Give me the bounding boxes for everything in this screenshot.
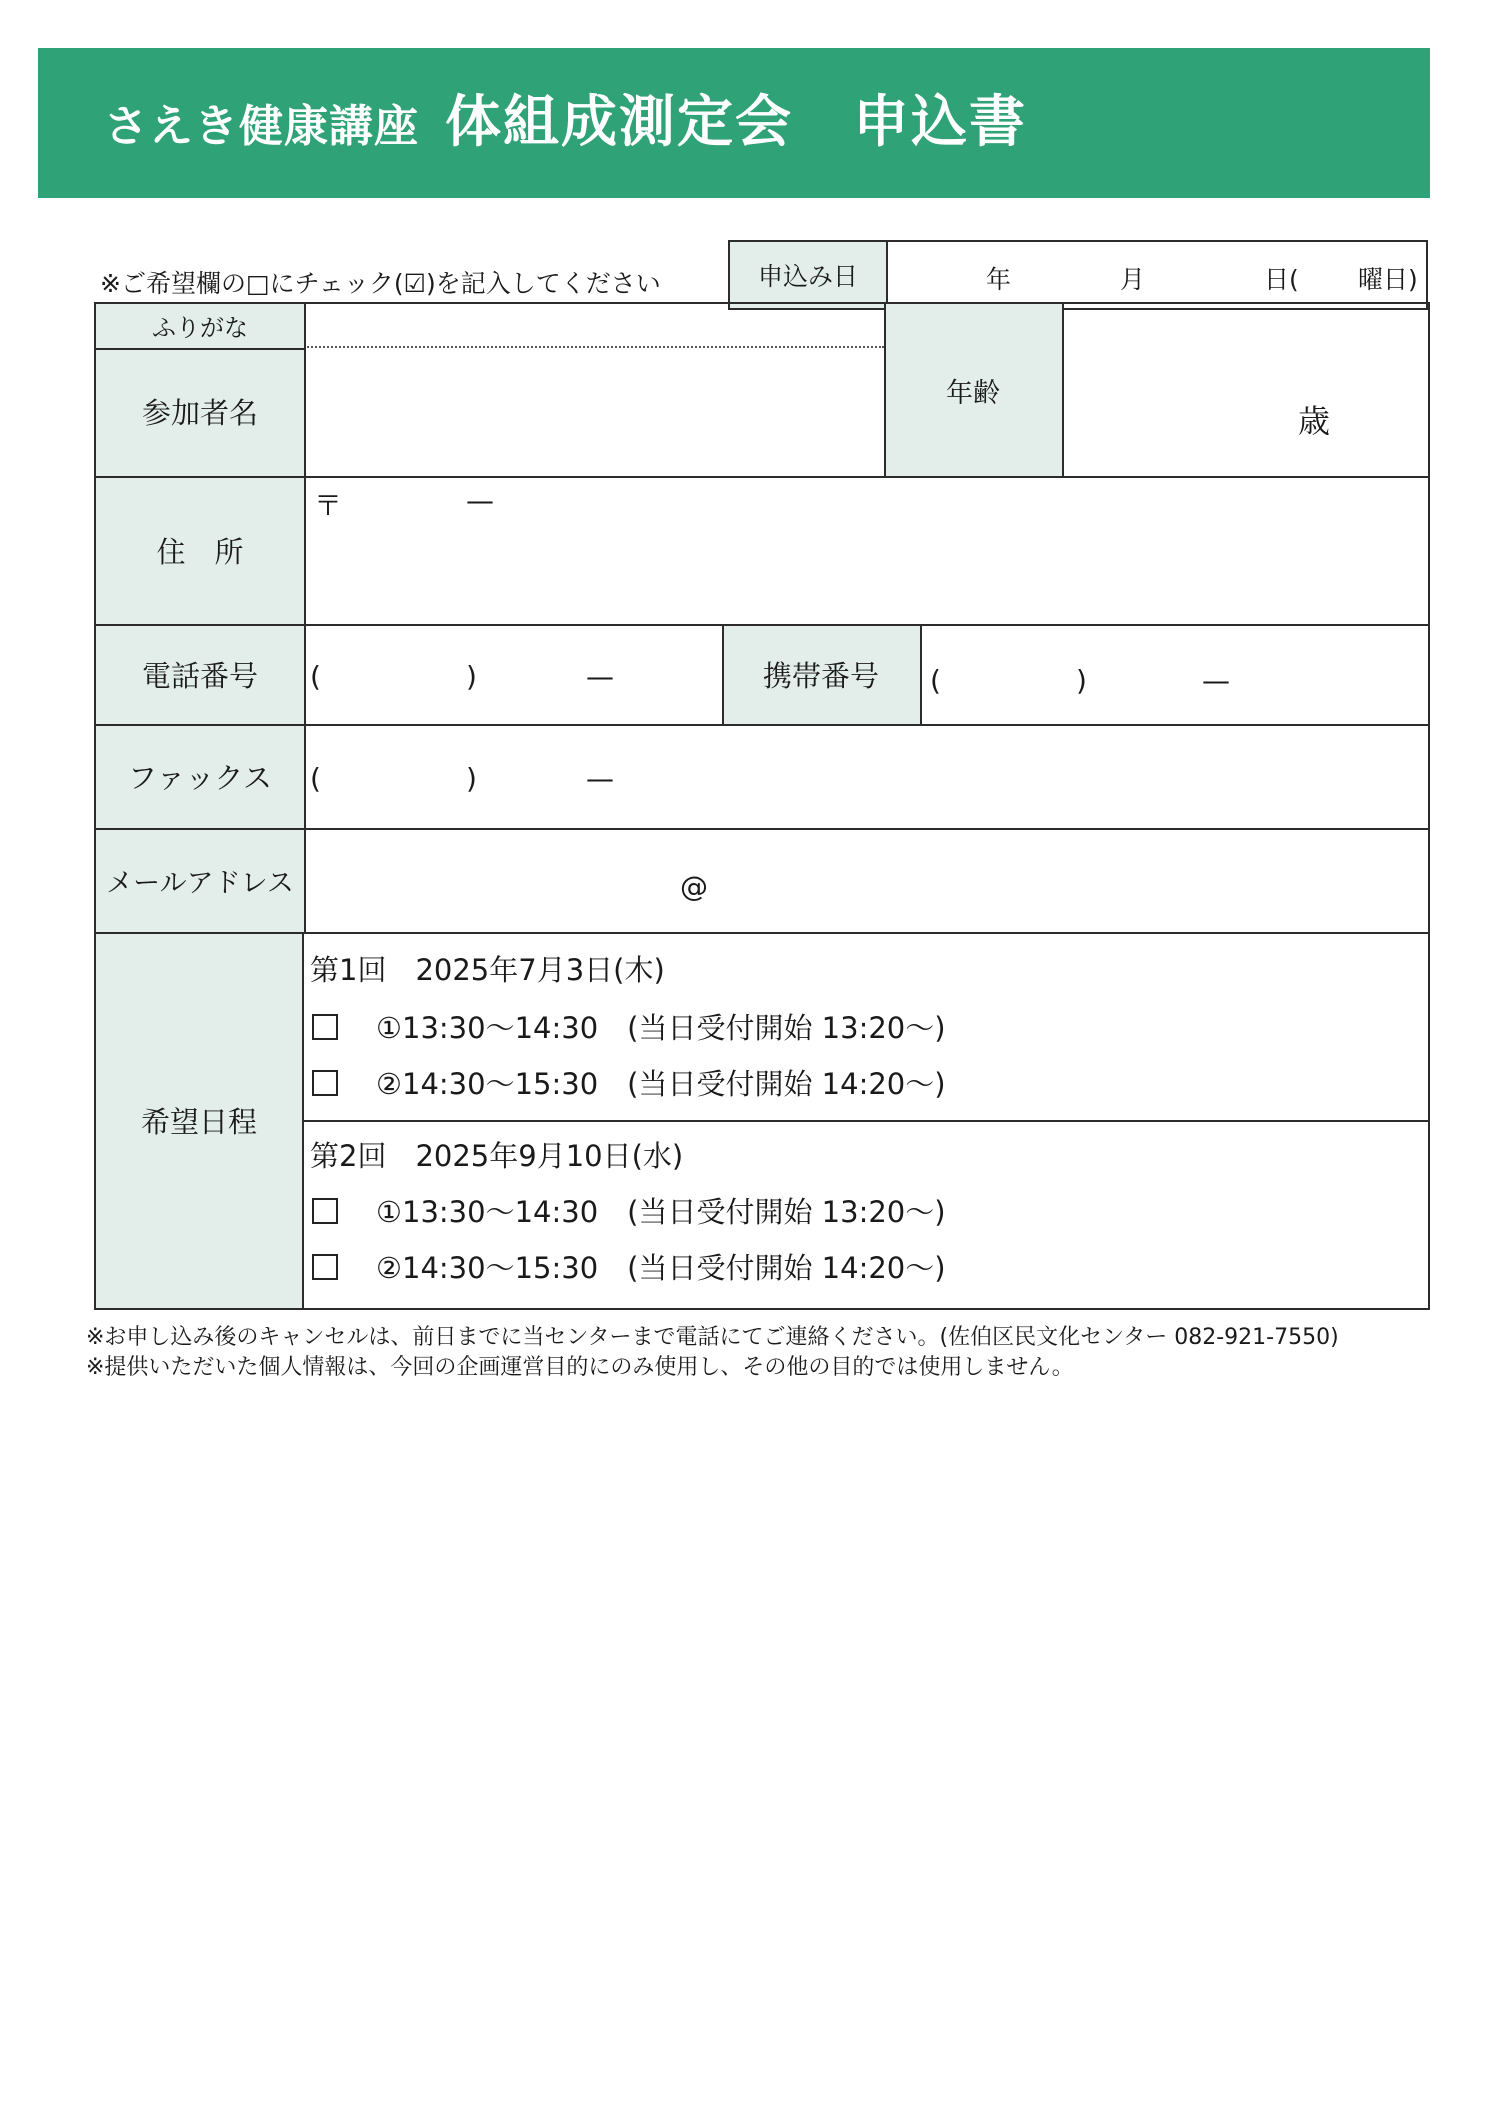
grid-line: [302, 932, 304, 1308]
phone-input-area[interactable]: [304, 624, 722, 724]
session-2-slot-2-text: ②14:30〜15:30 (当日受付開始 14:20〜): [376, 1251, 946, 1285]
furigana-label: ふりがな: [96, 304, 304, 346]
phone-paren-close: ): [466, 660, 477, 693]
email-label: メールアドレス: [96, 828, 304, 932]
application-form-table: [94, 302, 1430, 1310]
application-date-label: 申込み日: [730, 242, 888, 308]
mobile-dash: —: [1202, 664, 1230, 697]
grid-line: [96, 932, 1428, 934]
participant-name-label: 参加者名: [96, 346, 304, 476]
postal-mark: 〒: [314, 489, 343, 522]
session-1-slot-1-text: ①13:30〜14:30 (当日受付開始 13:20〜): [376, 1011, 946, 1045]
grid-line: [304, 304, 306, 932]
mobile-label: 携帯番号: [722, 624, 920, 724]
mobile-paren-open: (: [930, 664, 941, 697]
grid-line: [1062, 304, 1064, 476]
session-1-title: 第1回 2025年7月3日(木): [310, 953, 665, 987]
grid-line: [96, 624, 1428, 626]
age-unit: 歳: [1298, 402, 1331, 440]
age-input-area[interactable]: [1062, 304, 1428, 476]
postal-dash: —: [466, 484, 494, 517]
session-2-slot-1[interactable]: [312, 1190, 946, 1231]
fax-paren-close: ): [466, 762, 477, 795]
session-1-slot-1[interactable]: [312, 1006, 946, 1047]
header-banner: [38, 48, 1430, 198]
session-1-slot-2-checkbox[interactable]: [312, 1070, 338, 1096]
application-date-box: [728, 240, 1428, 310]
fax-dash: —: [586, 762, 614, 795]
address-input-area[interactable]: [304, 476, 1428, 624]
month-unit: 月: [1120, 265, 1146, 294]
phone-paren-open: (: [310, 660, 321, 693]
phone-label: 電話番号: [96, 624, 304, 724]
session-1-slot-1-checkbox[interactable]: [312, 1014, 338, 1040]
grid-line: [302, 1120, 1428, 1122]
grid-line: [96, 348, 304, 350]
session-2-slot-1-checkbox[interactable]: [312, 1198, 338, 1224]
fax-input-area[interactable]: [304, 724, 1428, 828]
year-unit: 年: [986, 265, 1012, 294]
banner-title: [104, 78, 1027, 158]
email-input-area[interactable]: [304, 828, 1428, 932]
session-1-slot-2-text: ②14:30〜15:30 (当日受付開始 14:20〜): [376, 1067, 946, 1101]
grid-line: [722, 624, 724, 724]
course-subtitle: さえき健康講座: [104, 101, 419, 152]
session-2-slot-2-checkbox[interactable]: [312, 1254, 338, 1280]
privacy-note: ※提供いただいた個人情報は、今回の企画運営目的にのみ使用し、その他の目的では使用しません。: [86, 1355, 1074, 1380]
age-label: 年齢: [884, 304, 1062, 476]
session-1-slot-2[interactable]: [312, 1062, 946, 1103]
weekday-unit: 曜日): [1358, 265, 1418, 294]
event-title: 体組成測定会: [445, 90, 793, 155]
mobile-paren-close: ): [1076, 664, 1087, 697]
phone-dash: —: [586, 660, 614, 693]
fax-paren-open: (: [310, 762, 321, 795]
address-label: 住 所: [96, 476, 304, 624]
cancellation-note: ※お申し込み後のキャンセルは、前日までに当センターまで電話にてご連絡ください。(佐伯区民文化センター 082-921-7550): [86, 1325, 1339, 1350]
fax-label: ファックス: [96, 724, 304, 828]
furigana-divider: [304, 346, 884, 348]
grid-line: [96, 724, 1428, 726]
session-2-title: 第2回 2025年9月10日(水): [310, 1139, 684, 1173]
mobile-input-area[interactable]: [920, 624, 1428, 724]
form-type-title: 申込書: [853, 90, 1027, 155]
session-2-slot-1-text: ①13:30〜14:30 (当日受付開始 13:20〜): [376, 1195, 946, 1229]
furigana-input-area[interactable]: [304, 304, 980, 346]
checkbox-instruction: ※ご希望欄の□にチェック(☑)を記入してください: [100, 269, 661, 298]
email-at-mark: @: [680, 870, 708, 903]
grid-line: [920, 624, 922, 724]
participant-name-input-area[interactable]: [304, 346, 980, 476]
schedule-label: 希望日程: [96, 932, 302, 1308]
session-2-slot-2[interactable]: [312, 1246, 946, 1287]
day-unit: 日(: [1264, 265, 1299, 294]
grid-line: [884, 304, 886, 476]
grid-line: [96, 828, 1428, 830]
grid-line: [96, 476, 1428, 478]
